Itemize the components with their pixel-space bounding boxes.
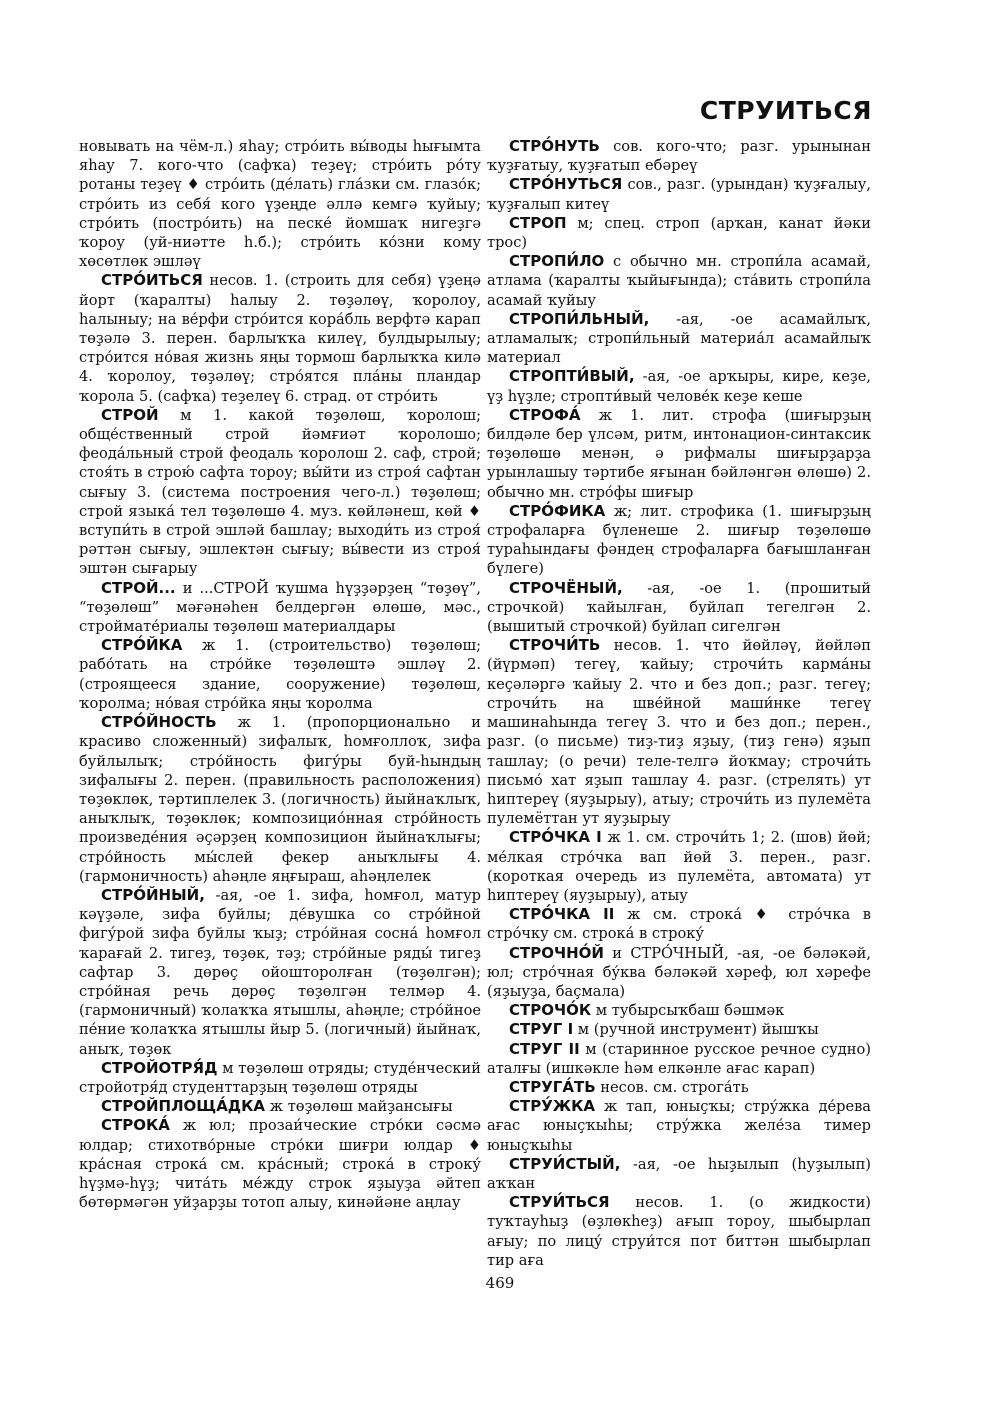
entry-headword: СТРОЙПЛОЩА́ДКА	[101, 1097, 266, 1116]
entry-headword: СТРОПИ́ЛО	[509, 252, 605, 271]
entry-headword: СТРО́ЙНЫЙ,	[101, 885, 205, 904]
entry-definition: м төҙөлөш отряды; студе́нческий стройотря́д студенттарҙың төҙөлөш отряды	[79, 1059, 481, 1096]
entry-definition: новывать на чём-л.) яһау; стро́ить вы́воды һығымта яһау 7. кого-что (сафҡа) теҙеү; стро́ить ро́ту ротаны теҙеү ♦ стро́ить (де́лать) гла́зки см. глазо́к; стро́ить из себя́ кого үҙеңде әллә кемгә ҡуйыу; стро́ить (постро́ить) на песке́ йомшаҡ нигеҙгә ҡороу (уй-ниәтте һ.б.); стро́ить ко́зни кому хөсөтлөк эшләү	[79, 138, 481, 271]
entry-definition: с обычно мн. стропи́ла асамай, атлама (ҡаралты ҡыйығында); ста́вить стропи́ла асамай ҡуйыу	[487, 253, 871, 309]
running-head: СТРУИТЬСЯ	[699, 96, 872, 125]
dictionary-entry	[79, 579, 481, 637]
entry-headword: СТРУГ II	[509, 1039, 580, 1058]
dictionary-entry	[487, 502, 871, 579]
entry-headword: СТРОЙОТРЯ́Д	[101, 1058, 218, 1077]
entry-headword: СТРО́НУТЬ	[509, 137, 600, 155]
entry-definition: и ...СТРОЙ ҡушма һүҙҙәрҙең “төҙөү”, “төҙөлөш” мәғәнәһен белдергән өлөшө, мәс., строймате́риалы төҙөлөш материалдары	[79, 579, 481, 636]
entry-headword: СТРОЙ...	[101, 578, 176, 597]
entry-headword: СТРОФА́	[509, 405, 581, 424]
dictionary-entry	[487, 636, 871, 828]
dictionary-entry	[487, 367, 871, 405]
dictionary-entry	[487, 1001, 871, 1020]
dictionary-entry	[79, 886, 481, 1059]
dictionary-entry	[79, 1059, 481, 1097]
entry-definition: -ая, -ое арҡыры, кире, кеҙе, үҙ һүҙле; стропти́вый челове́к кеҙе кеше	[487, 368, 871, 405]
entry-definition: м 1. какой төҙөлөш, ҡоролош; обще́ственный строй йәмғиәт ҡоролошо; феода́льный строй феодаль ҡоролош 2. саф, строй; стоя́ть в строю́ сафта тороу; вы́йти из строя́ сафтан сығыу 3. (система построения чего-л.) төҙөлөш; строй языка́ тел төҙөлөшө 4. муз. көйләнеш, көй ♦ вступи́ть в строй эшләй башлау; выходи́ть из строя́ рәттән сығыу, эшлектән сығыу; вы́вести из строя́ эштән сығарыу	[79, 406, 481, 578]
entry-definition: м (старинное русское речное судно) аталғы (ишкәкле һәм елкәнле ағас карап)	[487, 1040, 871, 1077]
entry-definition: ж; лит. строфика (1. шиғырҙың строфаларға бүленеше 2. шиғыр төҙөлөшө тураһындағы фәндең строфаларға бағышланған бүлеге)	[487, 502, 871, 578]
entry-definition: ж 1. (пропорционально и красиво сложенный) зифалыҡ, һомғоллоҡ, зифа буйлылыҡ; стро́йность фигу́ры буй-һындың зифалығы 2. перен. (правильность расположения) төҙөклөк, тәртиплелек 3. (логичность) йыйнаҡлыҡ, аныҡлыҡ, төҙөклөк; композицио́нная стро́йность произведе́ния әҫәрҙең композицион йыйнаҡлығы; стро́йность мы́слей фекер аныҡлығы 4. (гармоничность) аһәңле яңғыраш, аһәңлелек	[79, 714, 481, 885]
dictionary-entry	[79, 271, 481, 405]
entry-headword: СТРОПТИ́ВЫЙ,	[509, 367, 635, 386]
entry-headword: СТРОЙ	[101, 405, 159, 424]
left-column	[79, 137, 481, 1212]
entry-headword: СТРО́ИТЬСЯ	[101, 271, 203, 290]
dictionary-entry	[487, 1040, 871, 1078]
entry-definition: -ая, -ое 1. (прошитый строчкой) ҡайылған, буйлап тегелгән 2. (вышитый строчкой) буйлап сигелгән	[487, 579, 871, 636]
entry-definition: -ая, -ое һыҙылып (һуҙылып) аҡҡан	[487, 1155, 871, 1192]
entry-headword: СТРО́ЧКА I	[509, 828, 602, 847]
dictionary-entry	[487, 579, 871, 637]
entry-definition: ж тап, юныҫҡы; стру́жка де́рева ағас юныҫҡыһы; стру́жка желе́за тимер юныҫҡыһы	[487, 1098, 871, 1154]
dictionary-entry	[487, 1097, 871, 1155]
entry-definition: ж 1. (строительство) төҙөлөш; рабо́тать на стро́йке төҙөлөштә эшләү 2. (строящееся здание, сооружение) төҙөлөш, ҡоролма; но́вая стро́йка яңы ҡоролма	[79, 637, 481, 712]
entry-definition: и СТРО́ЧНЫЙ, -ая, -ое бәләкәй, юл; стро́чная бу́ква бәләкәй хәреф, юл хәрефе (яҙыуҙа, баҫмала)	[487, 944, 871, 1000]
entry-definition: сов., разг. (урындан) ҡуҙғалыу, ҡуҙғалып китеү	[487, 176, 871, 213]
dictionary-entry	[79, 713, 481, 886]
dictionary-entry	[79, 636, 481, 713]
entry-definition: сов. кого-что; разг. урынынан ҡуҙғатыу, ҡуҙғатып ебәреү	[487, 138, 871, 175]
dictionary-entry	[487, 944, 871, 1002]
dictionary-entry	[487, 1193, 871, 1270]
entry-headword: СТРО́ЧКА II	[509, 905, 615, 924]
dictionary-entry	[79, 406, 481, 579]
page-number: 469	[485, 1274, 515, 1292]
dictionary-entry	[487, 406, 871, 502]
entry-headword: СТРУИ́СТЫЙ,	[509, 1154, 621, 1173]
entry-definition: м; спец. строп (арҡан, канат йәки трос)	[487, 214, 871, 252]
entry-headword: СТРУИ́ТЬСЯ	[509, 1193, 610, 1212]
entry-definition: -ая, -ое асамайлыҡ, атламалыҡ; стропи́льный материа́л асамайлыҡ материал	[487, 310, 871, 367]
dictionary-entry	[79, 137, 481, 271]
right-column	[487, 137, 871, 1270]
entry-definition: несов. см. строга́ть	[595, 1078, 749, 1096]
dictionary-entry	[487, 310, 871, 368]
entry-headword: СТРОЧНО́Й	[509, 943, 604, 962]
dictionary-entry	[487, 828, 871, 905]
entry-headword: СТРОЧО́К	[509, 1001, 592, 1020]
entry-definition: ж 1. лит. строфа (шиғырҙың билдәле бер үлсәм, ритм, интонацион-синтаксик төҙөлөшө менән, ә рифмалы шиғырҙарҙа урынлашыу тәртибе яғынан бәйләнгән өлөшө) 2. обычно мн. стро́фы шиғыр	[487, 406, 871, 501]
entry-headword: СТРО́ЙНОСТЬ	[101, 713, 217, 732]
entry-headword: СТРОКА́	[101, 1116, 170, 1135]
dictionary-entry	[487, 137, 871, 175]
dictionary-entry	[79, 1097, 481, 1116]
entry-definition: -ая, -ое 1. зифа, һомғол, матур кәүҙәле, зифа буйлы; де́вушка со стро́йной фигу́рой зифа буйлы ҡыҙ; стро́йная сосна́ һомғол ҡарағай 2. тигеҙ, төҙөк, тәҙ; стро́йные ряды́ тигеҙ сафтар 3. дөрөҫ ойошторолған (төҙөлгән); стро́йная речь дөрөҫ төҙөлгән телмәр 4. (гармоничный) ҡолаҡҡа ятышлы, аһәңле; стро́йное пе́ние ҡолаҡҡа ятышлы йыр 5. (логичный) йыйнаҡ, аныҡ, төҙөк	[79, 886, 481, 1058]
entry-headword: СТРО́ФИКА	[509, 501, 606, 520]
entry-headword: СТРУГА́ТЬ	[509, 1077, 596, 1096]
dictionary-entry	[487, 1020, 871, 1039]
entry-headword: СТРУГ I	[509, 1020, 574, 1039]
entry-definition: ж 1. см. строчи́ть 1; 2. (шов) йөй; ме́лкая стро́чка вап йөй 3. перен., разг. (короткая очередь из пулемёта, автомата) ут һиптереү (яуҙырыу), атыу	[487, 829, 871, 904]
dictionary-entry	[487, 905, 871, 943]
dictionary-entry	[79, 1116, 481, 1212]
entry-headword: СТРОЧИ́ТЬ	[509, 636, 601, 655]
entry-definition: несов. 1. (строить для себя) үҙеңә йорт (ҡаралты) һалыу 2. төҙәлөү, ҡоролоу, һалыныу; на ве́рфи стро́ится кора́бль верфтә карап төҙәлә 3. перен. барлыҡҡа килеү, булдырылыу; стро́ится но́вая жизнь яңы тормош барлыҡҡа килә 4. ҡоролоу, төҙәлөү; стро́ятся пла́ны пландар ҡорола 5. (сафҡа) теҙелеү 6. страд. от стро́ить	[79, 272, 481, 405]
dictionary-entry	[487, 175, 871, 213]
entry-headword: СТРОПИ́ЛЬНЫЙ,	[509, 309, 650, 328]
entry-headword: СТРОЧЁНЫЙ,	[509, 578, 623, 597]
dictionary-entry	[487, 252, 871, 310]
entry-headword: СТРУ́ЖКА	[509, 1097, 596, 1116]
entry-definition: несов. 1. (о жидкости) туҡтауһыҙ (өҙлөкһеҙ) ағып тороу, шыбырлап ағыу; по лицу́ струи́тся пот биттән шыбырлап тир аға	[487, 1194, 871, 1269]
entry-headword: СТРОП	[509, 213, 567, 232]
dictionary-entry	[487, 214, 871, 252]
entry-headword: СТРО́ЙКА	[101, 636, 183, 655]
entry-definition: м (ручной инструмент) йышҡы	[573, 1021, 819, 1039]
dictionary-entry	[487, 1155, 871, 1193]
entry-definition: ж юл; прозаи́ческие стро́ки сәсмә юлдар; стихотво́рные стро́ки шиғри юлдар ♦ кра́сная строка́ см. кра́сный; строка́ в строку́ һүҙмә-һүҙ; чита́ть ме́жду строк яҙыуҙа әйтеп бөтөрмәгән уйҙарҙы тотоп алыу, кинәйәне аңлау	[79, 1117, 481, 1212]
dictionary-entry	[487, 1078, 871, 1097]
entry-headword: СТРО́НУТЬСЯ	[509, 175, 623, 194]
entry-definition: м тубырсыҡбаш бәшмәк	[591, 1002, 785, 1020]
entry-definition: ж см. строка́ ♦ стро́чка в стро́чку см. строка́ в строку́	[487, 906, 871, 943]
entry-definition: ж төҙөлөш майҙансығы	[265, 1098, 453, 1116]
entry-definition: несов. 1. что йөйләү, йөйләп (йүрмәп) тегеү, ҡайыу; строчи́ть карма́ны кеҫәләргә ҡайыу 2. что и без доп.; разг. тегеү; строчи́ть на шве́йной маши́нке тегеү машинаһында тегеү 3. что и без доп.; перен., разг. (о письме) тиҙ-тиҙ яҙыу, (тиҙ генә) яҙып ташлау; (о речи) теле-телгә йоҡмау; строчи́ть письмо́ хат яҙып ташлау 4. разг. (стрелять) ут һиптереү (яуҙырыу), атыу; строчи́ть из пулемёта пулемёттан ут яуҙырыу	[487, 637, 871, 828]
